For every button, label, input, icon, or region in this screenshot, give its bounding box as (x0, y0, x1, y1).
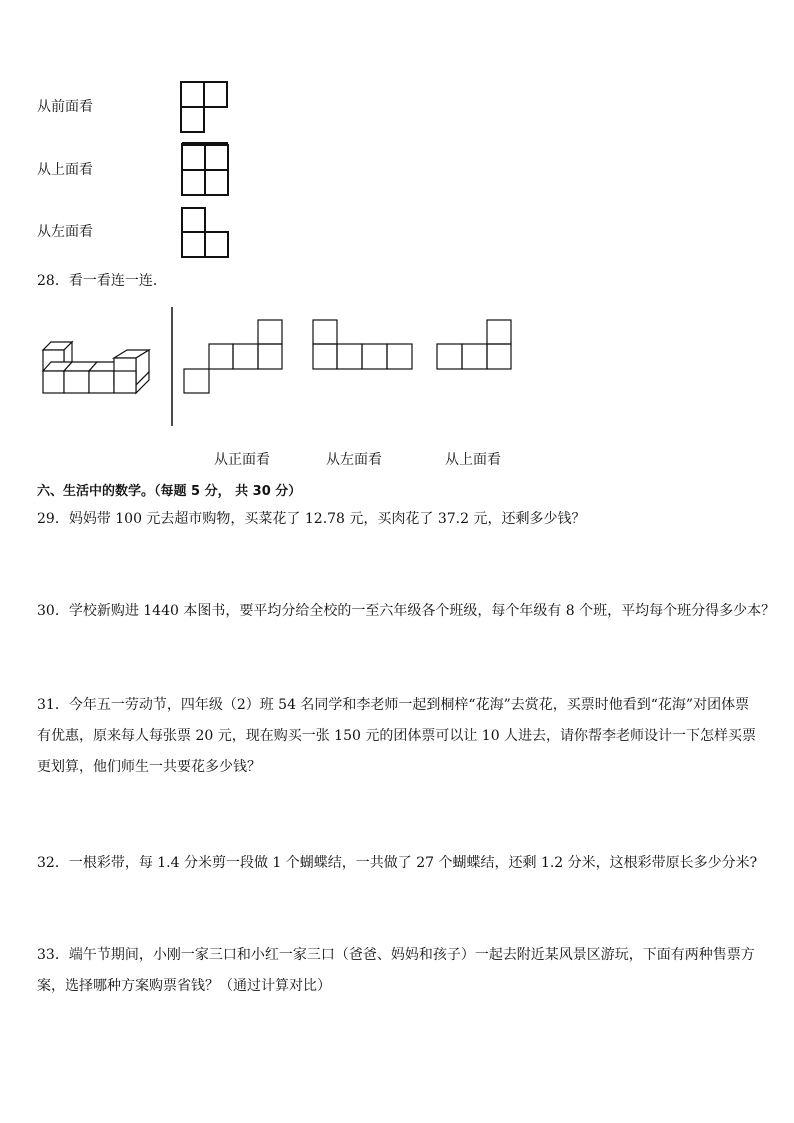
q28-label-front: 从正面看 (214, 452, 270, 468)
question-32: 32．一根彩带，每 1.4 分米剪一段做 1 个蝴蝶结，一共做了 27 个蝴蝶结，还剩 1.2 分米，这根彩带原长多少分米? (37, 855, 758, 871)
cube-arrangement-figure (43, 342, 149, 393)
view-shape-1 (184, 320, 282, 393)
view-shape-3 (437, 320, 511, 369)
q28-label-left: 从左面看 (326, 452, 382, 468)
view-label-left: 从左面看 (37, 224, 93, 240)
question-31: 31．今年五一劳动节，四年级（2）班 54 名同学和李老师一起到桐梓“花海”去赏花，买票时他看到“花海”对团体票有优惠，原来每人每张票 20 元，现在购买一张 150 元的团体票可以让 10 人进去，请你帮李老师设计一下怎样买票更划算，他们师生一共要花多少钱？ (37, 697, 757, 775)
view-shape-2 (313, 320, 412, 369)
q28-label-top: 从上面看 (445, 452, 501, 468)
q28-title: 28．看一看连一连． (37, 273, 167, 289)
question-30: 30．学校新购进 1440 本图书，要平均分给全校的一至六年级各个班级，每个年级有 8 个班，平均每个班分得多少本？ (37, 603, 776, 619)
question-33: 33．端午节期间，小刚一家三口和小红一家三口（爸爸、妈妈和孩子）一起去附近某风景区游玩，下面有两种售票方案，选择哪种方案购票省钱？（通过计算对比） (37, 947, 755, 994)
view-label-front: 从前面看 (37, 99, 93, 115)
question-29: 29．妈妈带 100 元去超市购物，买菜花了 12.78 元，买肉花了 37.2 元，还剩多少钱？ (37, 511, 586, 527)
view-label-top: 从上面看 (37, 162, 93, 178)
section-6-heading: 六、生活中的数学。（每题 5 分， 共 30 分） (37, 484, 302, 499)
